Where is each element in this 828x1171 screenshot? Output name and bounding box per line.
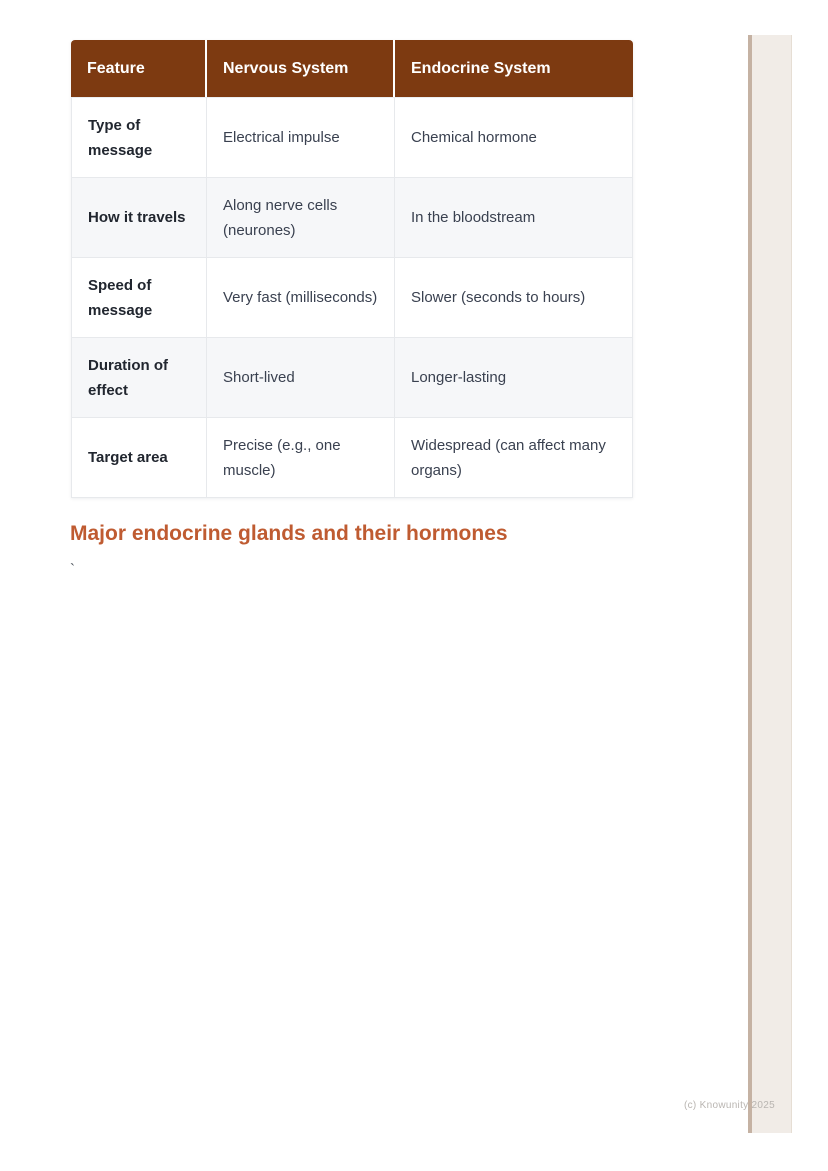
table-cell-feature: Duration of effect <box>71 338 207 418</box>
section-heading: Major endocrine glands and their hormones <box>70 522 508 545</box>
page-edge-stripe <box>748 35 792 1133</box>
table-cell-endocrine: Slower (seconds to hours) <box>395 258 633 338</box>
table-cell-endocrine: Chemical hormone <box>395 97 633 178</box>
table-header-nervous-system: Nervous System <box>207 40 395 97</box>
copyright-notice: (c) Knowunity 2025 <box>683 1100 775 1111</box>
table-cell-endocrine: Longer-lasting <box>395 338 633 418</box>
table-row <box>71 338 633 418</box>
table-cell-feature: Type of message <box>71 97 207 178</box>
stray-backtick-mark: ` <box>70 561 75 578</box>
table-cell-endocrine: In the bloodstream <box>395 178 633 258</box>
table-cell-nervous: Short-lived <box>207 338 395 418</box>
table-cell-nervous: Electrical impulse <box>207 97 395 178</box>
table-cell-nervous: Very fast (milliseconds) <box>207 258 395 338</box>
table-cell-feature: Target area <box>71 418 207 498</box>
table-row <box>71 97 633 178</box>
table-header-row <box>71 40 633 97</box>
comparison-table <box>71 40 633 498</box>
table-cell-nervous: Along nerve cells (neurones) <box>207 178 395 258</box>
table-row <box>71 178 633 258</box>
table-header-endocrine-system: Endocrine System <box>395 40 633 97</box>
table-row <box>71 418 633 498</box>
table-row <box>71 258 633 338</box>
table-cell-feature: How it travels <box>71 178 207 258</box>
table-cell-nervous: Precise (e.g., one muscle) <box>207 418 395 498</box>
table-cell-feature: Speed of message <box>71 258 207 338</box>
table-cell-endocrine: Widespread (can affect many organs) <box>395 418 633 498</box>
table-header-feature: Feature <box>71 40 207 97</box>
